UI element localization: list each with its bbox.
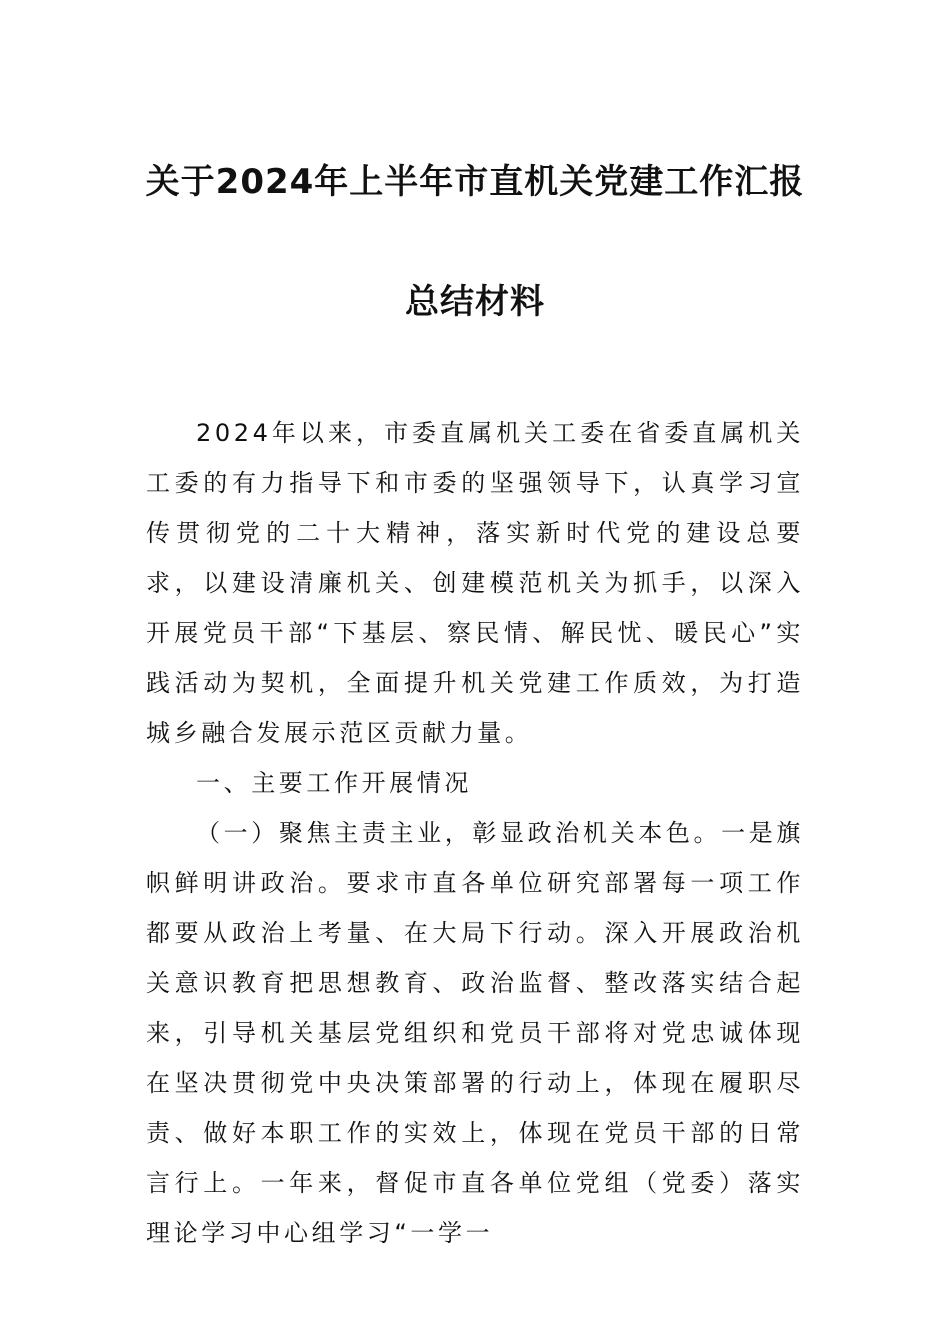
subsection-paragraph: （一）聚焦主责主业，彰显政治机关本色。一是旗帜鲜明讲政治。要求市直各单位研究部署每一项工作都要从政治上考量、在大局下行动。深入开展政治机关意识教育把思想教育、政治监督、整改落实结合起来，引导机关基层党组织和党员干部将对党忠诚体现在坚决贯彻党中央决策部署的行动上，体现在履职尽责、做好本职工作的实效上，体现在党员干部的日常言行上。一年来，督促市直各单位党组（党委）落实理论学习中心组学习“一学一 bbox=[146, 819, 804, 1247]
document-body bbox=[146, 408, 804, 1258]
document-title-line-1: 关于2024年上半年市直机关党建工作汇报 bbox=[145, 162, 805, 202]
intro-paragraph: 2024年以来，市委直属机关工委在省委直属机关工委的有力指导下和市委的坚强领导下，认真学习宣传贯彻党的二十大精神，落实新时代党的建设总要求，以建设清廉机关、创建模范机关为抓手，以深入开展党员干部“下基层、察民情、解民忧、暖民心”实践活动为契机，全面提升机关党建工作质效，为打造城乡融合发展示范区贡献力量。 bbox=[146, 419, 804, 747]
section-heading: 一、主要工作开展情况 bbox=[196, 769, 472, 797]
document-title-line-2: 总结材料 bbox=[405, 282, 545, 322]
